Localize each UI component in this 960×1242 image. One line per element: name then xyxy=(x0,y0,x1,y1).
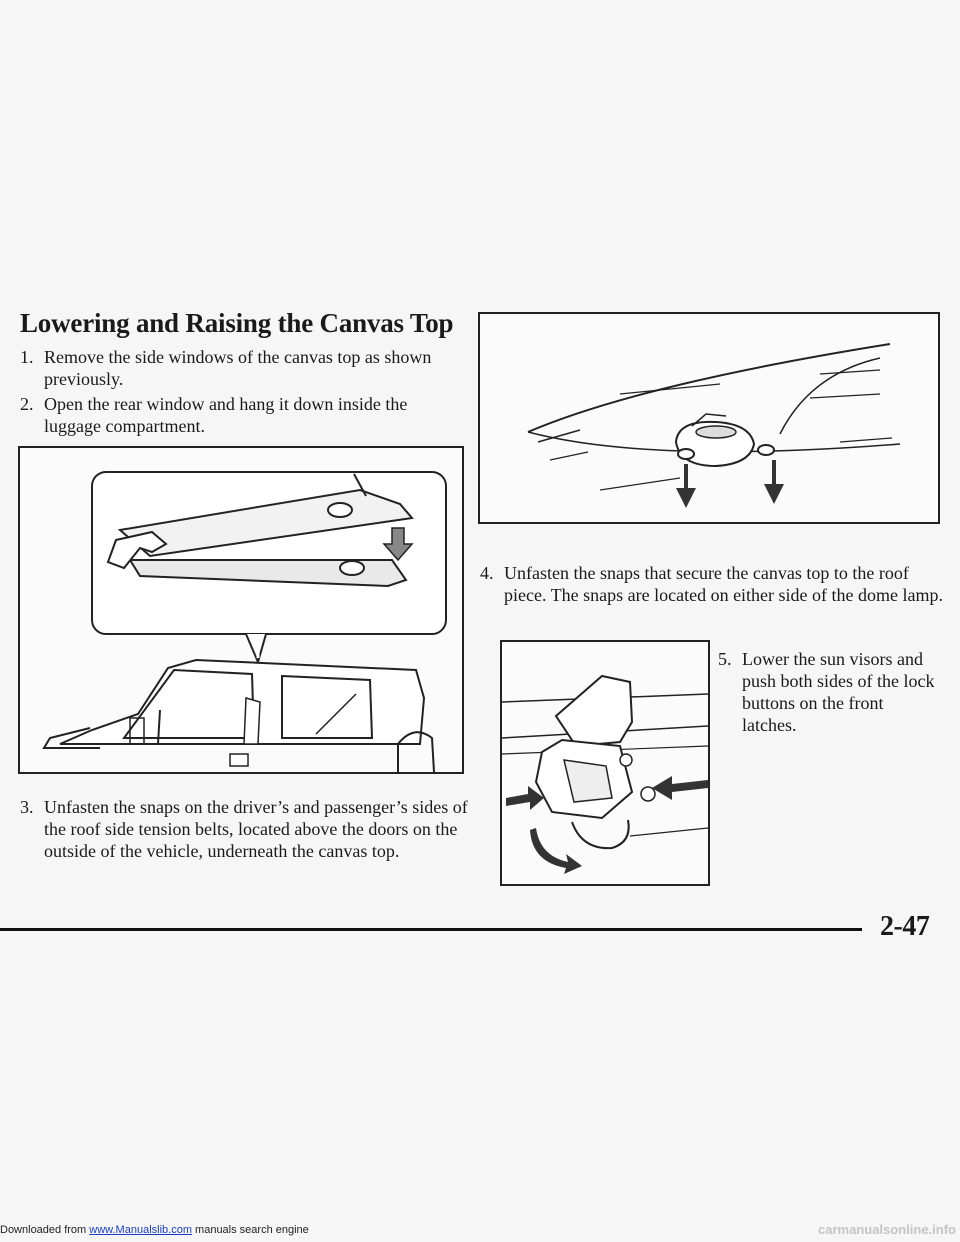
roof-snaps-illustration xyxy=(480,314,938,522)
step-2 xyxy=(20,393,460,437)
figure-front-latch xyxy=(500,640,710,886)
step-4-number: 4. xyxy=(480,563,494,583)
step-5-text: Lower the sun visors and push both sides of the lock buttons on the front latches. xyxy=(742,649,935,735)
step-5-number: 5. xyxy=(718,649,732,669)
step-2-number: 2. xyxy=(20,394,34,414)
step-3 xyxy=(20,796,470,862)
step-3-number: 3. xyxy=(20,797,34,817)
manualslib-link[interactable]: www.Manualslib.com xyxy=(89,1224,192,1236)
step-4 xyxy=(480,562,950,606)
download-footer xyxy=(0,1224,309,1236)
figure-roof-snaps xyxy=(478,312,940,524)
step-2-text: Open the rear window and hang it down inside the luggage compartment. xyxy=(44,394,408,436)
front-latch-illustration xyxy=(502,642,708,884)
footer-prefix: Downloaded from xyxy=(0,1224,90,1236)
footer-suffix: manuals search engine xyxy=(191,1224,309,1236)
step-5 xyxy=(718,648,938,736)
step-1-text: Remove the side windows of the canvas top as shown previously. xyxy=(44,347,432,389)
page-title: Lowering and Raising the Canvas Top xyxy=(20,308,454,338)
page-number: 2-47 xyxy=(880,911,930,942)
step-1-number: 1. xyxy=(20,347,34,367)
figure-tension-belt xyxy=(18,446,464,774)
watermark: carmanualsonline.info xyxy=(818,1222,956,1237)
footer-rule xyxy=(0,928,862,931)
step-4-text: Unfasten the snaps that secure the canvas top to the roof piece. The snaps are located on either side of the dome lamp. xyxy=(504,563,944,605)
tension-belt-illustration xyxy=(20,448,462,772)
step-1 xyxy=(20,346,440,390)
step-3-text: Unfasten the snaps on the driver’s and passenger’s sides of the roof side tension belts, located above the doors on the outside of the vehicle, underneath the canvas top. xyxy=(44,797,468,861)
